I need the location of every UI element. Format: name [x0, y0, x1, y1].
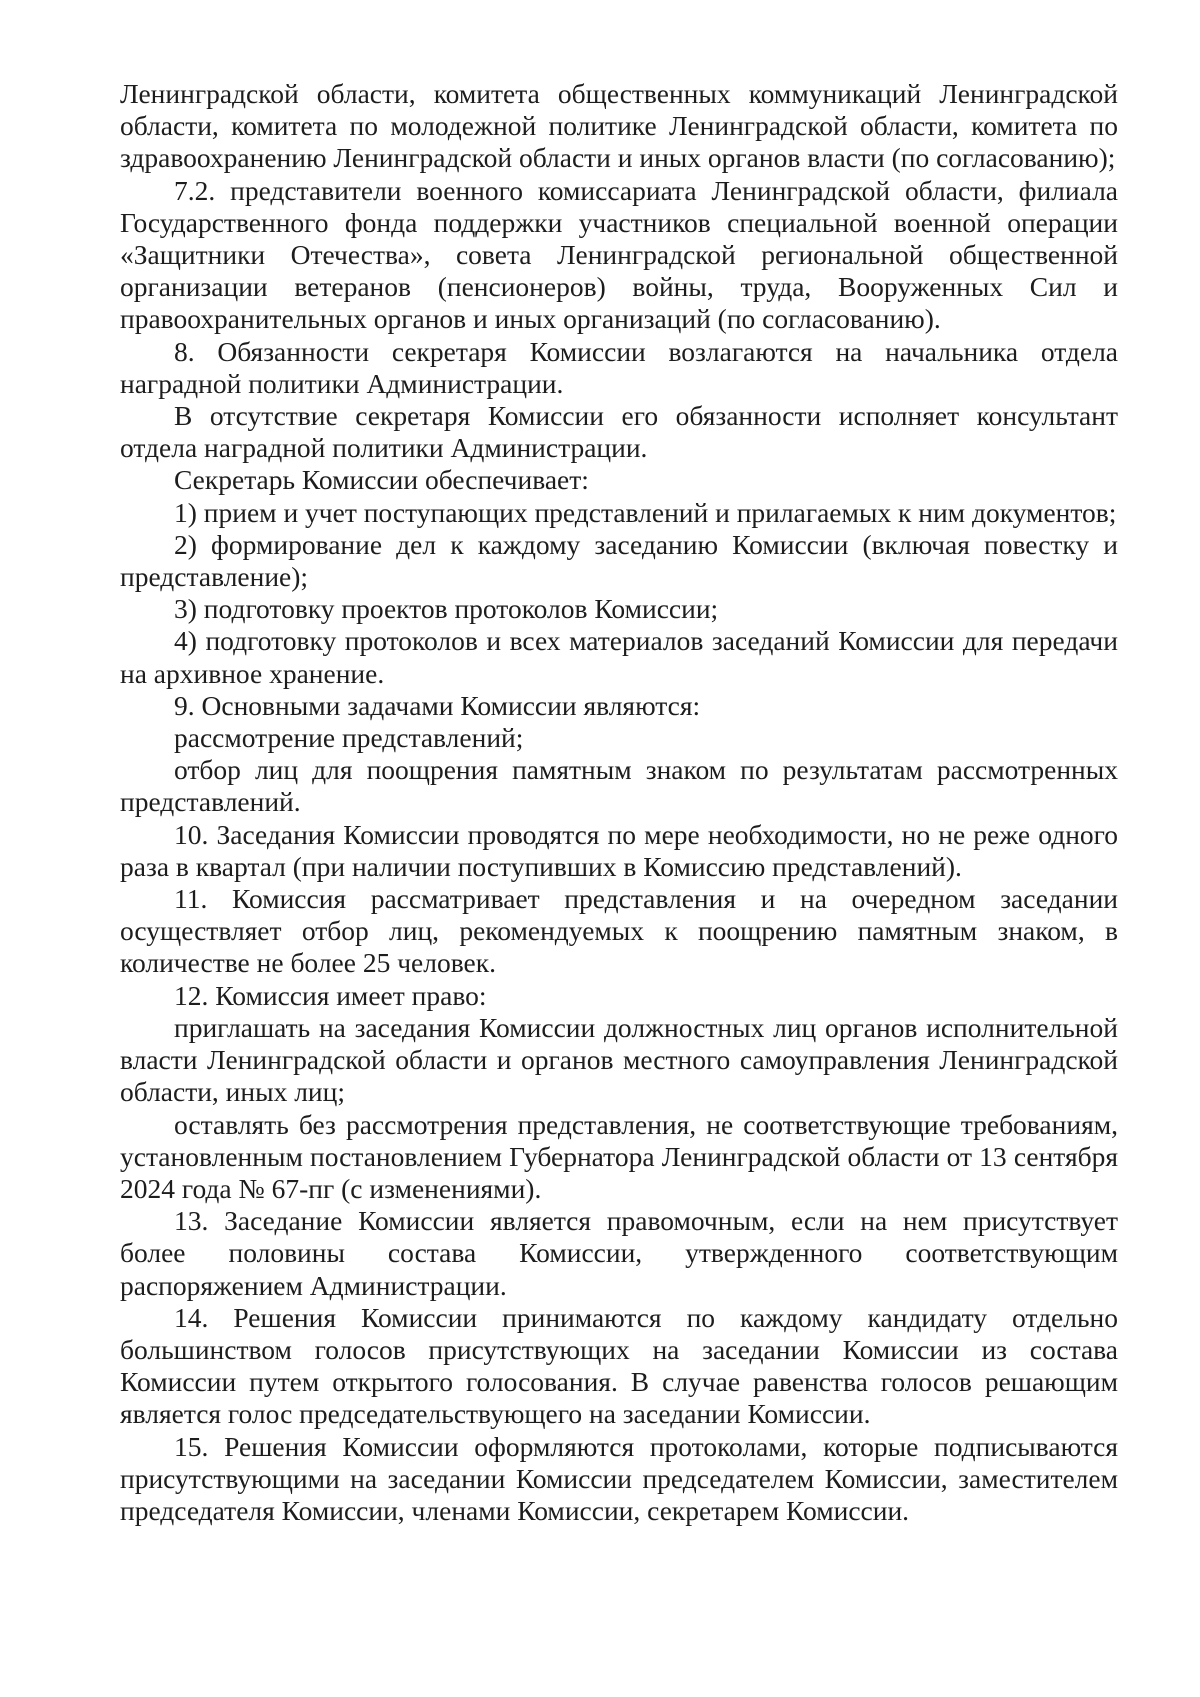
paragraph-continuation: Ленинградской области, комитета общественных коммуникаций Ленинградской области, комитета по молодежной политике Ленинградской области, комитета по здравоохранению Ленинградской области и иных органов власти (по согласованию);	[120, 78, 1118, 174]
paragraph-15: 15. Решения Комиссии оформляются протоколами, которые подписываются присутствующими на заседании Комиссии председателем Комиссии, заместителем председателя Комиссии, членами Комиссии, секретарем Комиссии.	[120, 1430, 1118, 1526]
task-review: рассмотрение представлений;	[174, 722, 524, 754]
paragraph-14: 14. Решения Комиссии принимаются по каждому кандидату отдельно большинством голосов присутствующих на заседании Комиссии из состава Комиссии путем открытого голосования. В случае равенства голосов решающим является голос председательствующего на заседании Комиссии.	[120, 1301, 1118, 1430]
right-invite: приглашать на заседания Комиссии должностных лиц органов исполнительной власти Ленинградской области и органов местного самоуправления Ленинградской области, иных лиц;	[120, 1011, 1118, 1108]
task-selection: отбор лиц для поощрения памятным знаком по результатам рассмотренных представлений.	[120, 754, 1118, 818]
list-item-2: 2) формирование дел к каждому заседанию Комиссии (включая повестку и представление);	[120, 528, 1118, 593]
paragraph-8-secretary-duties: Секретарь Комиссии обеспечивает:	[174, 464, 589, 496]
paragraph-10: 10. Заседания Комиссии проводятся по мере необходимости, но не реже одного раза в квартал (при наличии поступивших в Комиссию представлений).	[120, 818, 1118, 882]
paragraph-11: 11. Комиссия рассматривает представления и на очередном заседании осуществляет отбор лиц, рекомендуемых к поощрению памятным знаком, в количестве не более 25 человек.	[120, 883, 1118, 979]
right-reject: оставлять без рассмотрения представления, не соответствующие требованиям, установленным постановлением Губернатора Ленинградской области от 13 сентября 2024 года № 67-пг (с изменениями).	[120, 1108, 1118, 1204]
paragraph-7-2: 7.2. представители военного комиссариата Ленинградской области, филиала Государственного фонда поддержки участников специальной военной операции «Защитники Отечества», совета Ленинградской региональной общественной организации ветеранов (пенсионеров) войны, труда, Вооруженных Сил и правоохранительных органов и иных организаций (по согласованию).	[120, 174, 1118, 335]
paragraph-8-absence: В отсутствие секретаря Комиссии его обязанности исполняет консультант отдела наградной политики Администрации.	[120, 400, 1118, 464]
list-item-3: 3) подготовку проектов протоколов Комиссии;	[174, 593, 719, 625]
paragraph-9: 9. Основными задачами Комиссии являются:	[174, 689, 701, 721]
list-item-4: 4) подготовку протоколов и всех материалов заседаний Комиссии для передачи на архивное хранение.	[120, 625, 1118, 689]
paragraph-12: 12. Комиссия имеет право:	[174, 979, 487, 1011]
paragraph-8: 8. Обязанности секретаря Комиссии возлагаются на начальника отдела наградной политики Администрации.	[120, 335, 1118, 399]
paragraph-13: 13. Заседание Комиссии является правомочным, если на нем присутствует более половины состава Комиссии, утвержденного соответствующим распоряжением Администрации.	[120, 1205, 1118, 1301]
document-page	[120, 78, 1118, 1527]
list-item-1: 1) прием и учет поступающих представлений и прилагаемых к ним документов;	[174, 496, 1117, 528]
